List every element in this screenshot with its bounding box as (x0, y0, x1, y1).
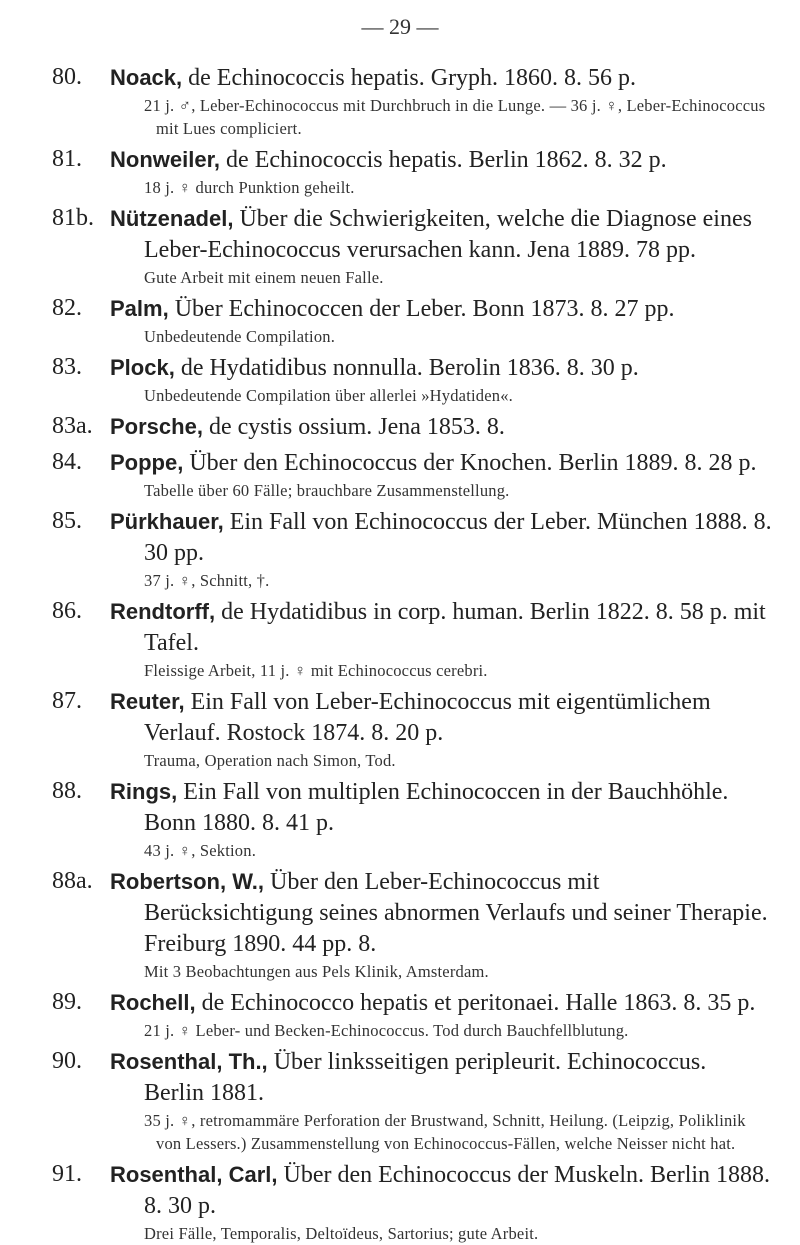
entry-note: 18 j. ♀ durch Punktion geheilt. (144, 178, 355, 197)
bibliography-entry (52, 596, 772, 682)
entry-author: Rosenthal, Th., (110, 1049, 268, 1074)
entry-title: Ein Fall von multiplen Echinococcen in der Bauchhöhle. Bonn 1880. 8. 41 p. (144, 779, 729, 836)
entry-number: 87. (52, 688, 82, 714)
entry-title: de Echinococco hepatis et peritonaei. Halle 1863. 8. 35 p. (201, 990, 756, 1016)
entry-note: 21 j. ♀ Leber- und Becken-Echinococcus. Tod durch Bauchfellblutung. (144, 1021, 629, 1040)
entry-title: Ein Fall von Leber-Echinococcus mit eigentümlichem Verlauf. Rostock 1874. 8. 20 p. (144, 689, 711, 746)
bibliography-entry (52, 506, 772, 592)
entry-note: Fleissige Arbeit, 11 j. ♀ mit Echinococcus cerebri. (144, 661, 488, 680)
bibliography-entry (52, 1159, 772, 1245)
bibliography-entry (52, 447, 772, 502)
entry-number: 86. (52, 598, 82, 624)
entry-author: Rosenthal, Carl, (110, 1162, 278, 1187)
entry-author: Pürkhauer, (110, 509, 224, 534)
entry-note: Trauma, Operation nach Simon, Tod. (144, 751, 396, 770)
entry-number: 88. (52, 778, 82, 804)
entry-author: Poppe, (110, 450, 184, 475)
entry-note: Unbedeutende Compilation. (144, 327, 336, 346)
entry-note: 35 j. ♀, retromammäre Perforation der Brustwand, Schnitt, Heilung. (Leipzig, Poliklinik von Lessers.) Zusammenstellung von Echinococcus-Fällen, welche Neisser nicht hat. (144, 1111, 746, 1153)
entry-note: 37 j. ♀, Schnitt, †. (144, 571, 270, 590)
entry-title: Über den Echinococcus der Muskeln. Berlin 1888. 8. 30 p. (144, 1162, 771, 1219)
entry-title: Über den Leber-Echinococcus mit Berücksichtigung seines abnormen Verlaufs und seiner Therapie. Freiburg 1890. 44 pp. 8. (144, 869, 768, 957)
entry-author: Noack, (110, 65, 183, 90)
entry-title: de Echinococcis hepatis. Berlin 1862. 8. 32 p. (226, 147, 667, 173)
entry-author: Nützenadel, (110, 206, 234, 231)
entry-number: 84. (52, 449, 82, 475)
entry-author: Rochell, (110, 990, 196, 1015)
entry-author: Palm, (110, 296, 169, 321)
entry-author: Reuter, (110, 689, 185, 714)
entry-number: 83. (52, 354, 82, 380)
entry-author: Nonweiler, (110, 147, 221, 172)
entry-note: Gute Arbeit mit einem neuen Falle. (144, 268, 384, 287)
bibliography-entry (52, 352, 772, 407)
entry-number: 89. (52, 989, 82, 1015)
entry-number: 85. (52, 508, 82, 534)
entry-title: Über Echinococcen der Leber. Bonn 1873. 8. 27 pp. (174, 296, 675, 322)
bibliography-entry (52, 776, 772, 862)
entry-number: 80. (52, 64, 82, 90)
bibliography-entry (52, 62, 772, 140)
page-number: — 29 — (361, 14, 439, 39)
entry-title: Über den Echinococcus der Knochen. Berlin 1889. 8. 28 p. (189, 450, 757, 476)
entry-title: Über linksseitigen peripleurit. Echinococcus. Berlin 1881. (144, 1049, 707, 1106)
entry-author: Porsche, (110, 414, 203, 439)
entry-title: de cystis ossium. Jena 1853. 8. (208, 414, 505, 440)
entry-note: 43 j. ♀, Sektion. (144, 841, 257, 860)
entry-author: Robertson, W., (110, 869, 264, 894)
entry-title: de Hydatidibus in corp. human. Berlin 1822. 8. 58 p. mit Tafel. (144, 599, 766, 656)
entry-note: Unbedeutende Compilation über allerlei »Hydatiden«. (144, 386, 513, 405)
entry-author: Plock, (110, 355, 175, 380)
entry-title: de Hydatidibus nonnulla. Berolin 1836. 8. 30 p. (180, 355, 639, 381)
entry-number: 91. (52, 1161, 82, 1187)
entry-note: Drei Fälle, Temporalis, Deltoïdeus, Sartorius; gute Arbeit. (144, 1224, 539, 1243)
bibliography-entry (52, 987, 772, 1042)
entry-author: Rings, (110, 779, 178, 804)
bibliography-entry (52, 293, 772, 348)
entry-title: Ein Fall von Echinococcus der Leber. München 1888. 8. 30 pp. (144, 509, 772, 566)
entry-number: 81b. (52, 205, 94, 231)
entry-note: Tabelle über 60 Fälle; brauchbare Zusammenstellung. (144, 481, 510, 500)
entry-title: de Echinococcis hepatis. Gryph. 1860. 8. 56 p. (188, 65, 637, 91)
entry-number: 88a. (52, 868, 93, 894)
bibliography-entry (52, 411, 772, 443)
bibliography-entry (52, 203, 772, 289)
bibliography-entry (52, 866, 772, 983)
entry-author: Rendtorff, (110, 599, 216, 624)
entry-number: 83a. (52, 413, 93, 439)
entry-number: 81. (52, 146, 82, 172)
bibliography-entry (52, 1046, 772, 1155)
bibliography-entry (52, 144, 772, 199)
entry-note: 21 j. ♂, Leber-Echinococcus mit Durchbruch in die Lunge. — 36 j. ♀, Leber-Echinococcus mit Lues compliciert. (144, 96, 766, 138)
entry-title: Über die Schwierigkeiten, welche die Diagnose eines Leber-Echinococcus verursachen kann. Jena 1889. 78 pp. (144, 206, 752, 263)
bibliography-entry (52, 686, 772, 772)
entry-number: 90. (52, 1048, 82, 1074)
entry-number: 82. (52, 295, 82, 321)
entry-note: Mit 3 Beobachtungen aus Pels Klinik, Amsterdam. (144, 962, 489, 981)
